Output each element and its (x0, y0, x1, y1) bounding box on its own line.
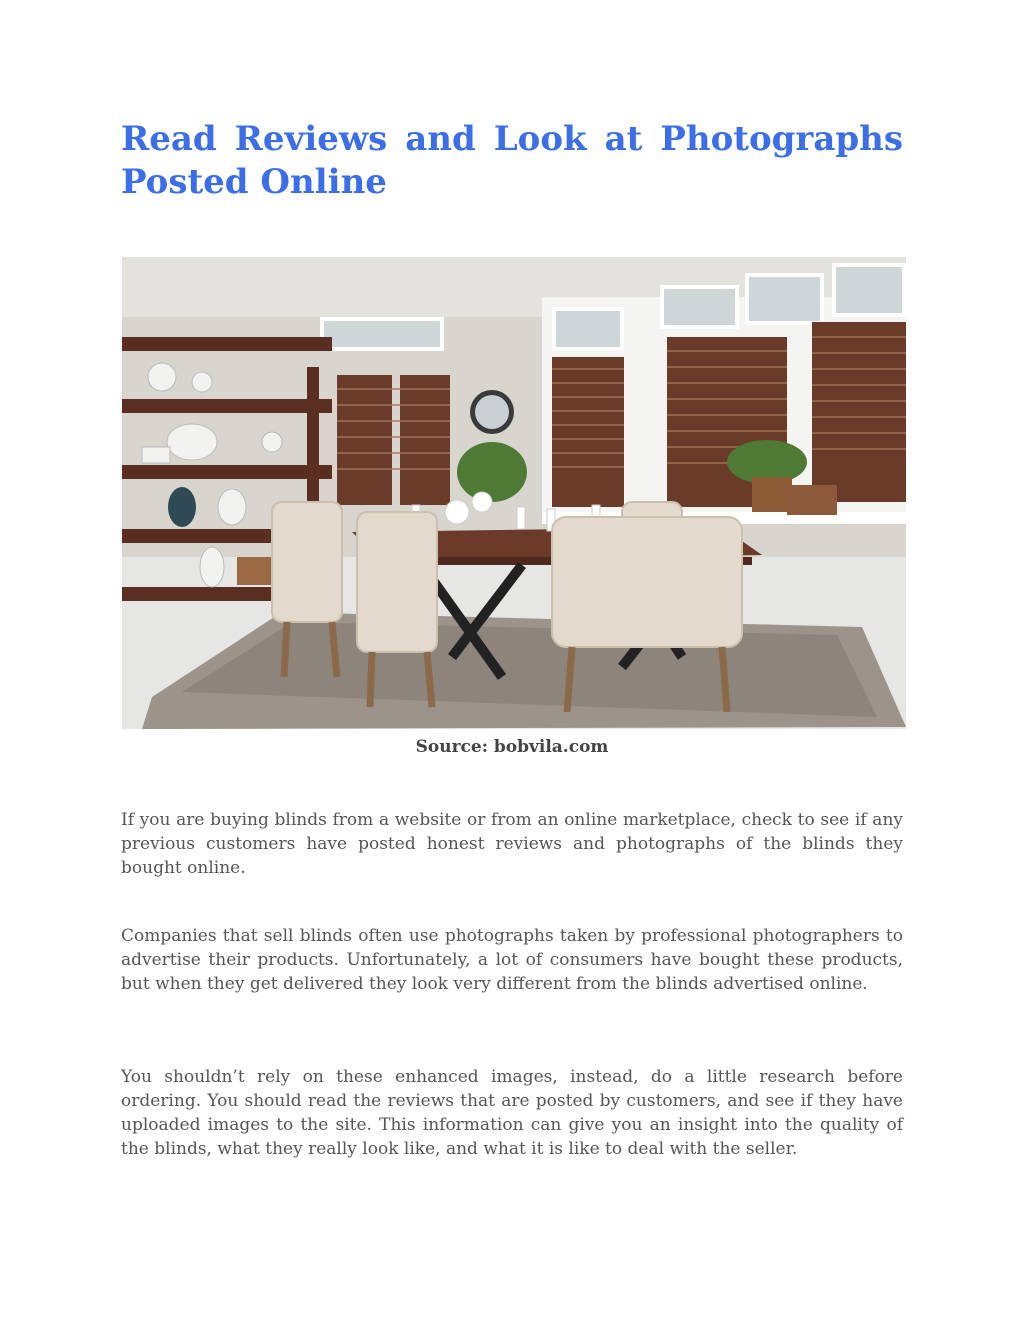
image-caption: Source: bobvila.com (415, 737, 609, 757)
page-title: Read Reviews and Look at Photographs Posted Online (121, 119, 903, 202)
body-paragraph: If you are buying blinds from a website or from an online marketplace, check to see if any previous customers have posted honest reviews and photographs of the blinds they bought online. (121, 810, 903, 878)
body-paragraph: Companies that sell blinds often use photographs taken by professional photographers to advertise their products. Unfortunately, a lot of consumers have bought these products, but when they get delivered they look very different from the blinds advertised online. (121, 926, 903, 994)
dining-room-illustration (122, 257, 906, 729)
dining-room-photo (122, 257, 906, 729)
body-paragraph: You shouldn’t rely on these enhanced images, instead, do a little research before ordering. You should read the reviews that are posted by customers, and see if they have uploaded images to the site. This information can give you an insight into the quality of the blinds, what they really look like, and what it is like to deal with the seller. (121, 1067, 903, 1159)
